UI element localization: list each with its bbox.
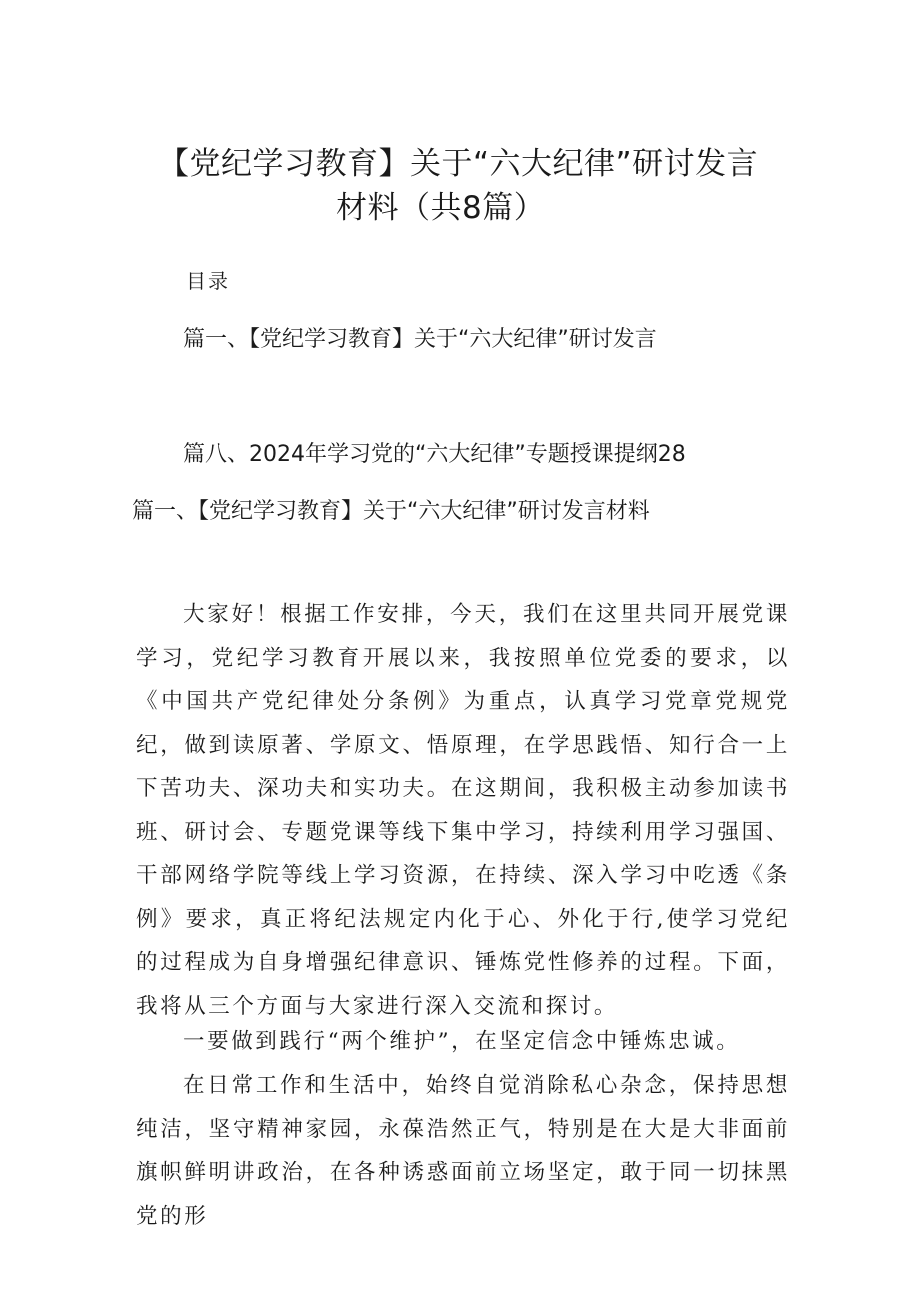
body-paragraph: 一要做到践行“两个维护”，在坚定信念中锤炼忠诚。 — [183, 1029, 741, 1054]
document-title-line-1: 【党纪学习教育】关于“六大纪律”研讨发言 — [158, 146, 759, 182]
section-heading: 篇一、【党纪学习教育】关于“六大纪律”研讨发言材料 — [132, 499, 650, 524]
document-title-line-2: 材料（共8篇） — [336, 190, 546, 226]
body-paragraph: 大家好！根据工作安排，今天，我们在这里共同开展党课学习，党纪学习教育开展以来，我按照单位党委的要求，以《中国共产党纪律处分条例》为重点，认真学习党章党规党纪，做到读原著、学原文、悟原理，在学思践悟、知行合一上下苦功夫、深功夫和实功夫。在这期间，我积极主动参加读书班、研讨会、专题党课等线下集中学习，持续利用学习强国、干部网络学院等线上学习资源，在持续、深入学习中吃透《条例》要求，真正将纪法规定内化于心、外化于行,使学习党纪的过程成为自身增强纪律意识、锤炼党性修养的过程。下面，我将从三个方面与大家进行深入交流和探讨。 — [136, 602, 790, 1019]
toc-item-chapter-8: 篇八、2024年学习党的“六大纪律”专题授课提纲28 — [183, 442, 686, 467]
body-paragraph: 在日常工作和生活中，始终自觉消除私心杂念，保持思想纯洁，坚守精神家园，永葆浩然正气，特别是在大是大非面前旗帜鲜明讲政治，在各种诱惑面前立场坚定，敢于同一切抹黑党的形 — [136, 1073, 790, 1229]
toc-item-chapter-1: 篇一、【党纪学习教育】关于“六大纪律”研讨发言 — [183, 327, 657, 352]
table-of-contents-label: 目录 — [186, 269, 230, 293]
